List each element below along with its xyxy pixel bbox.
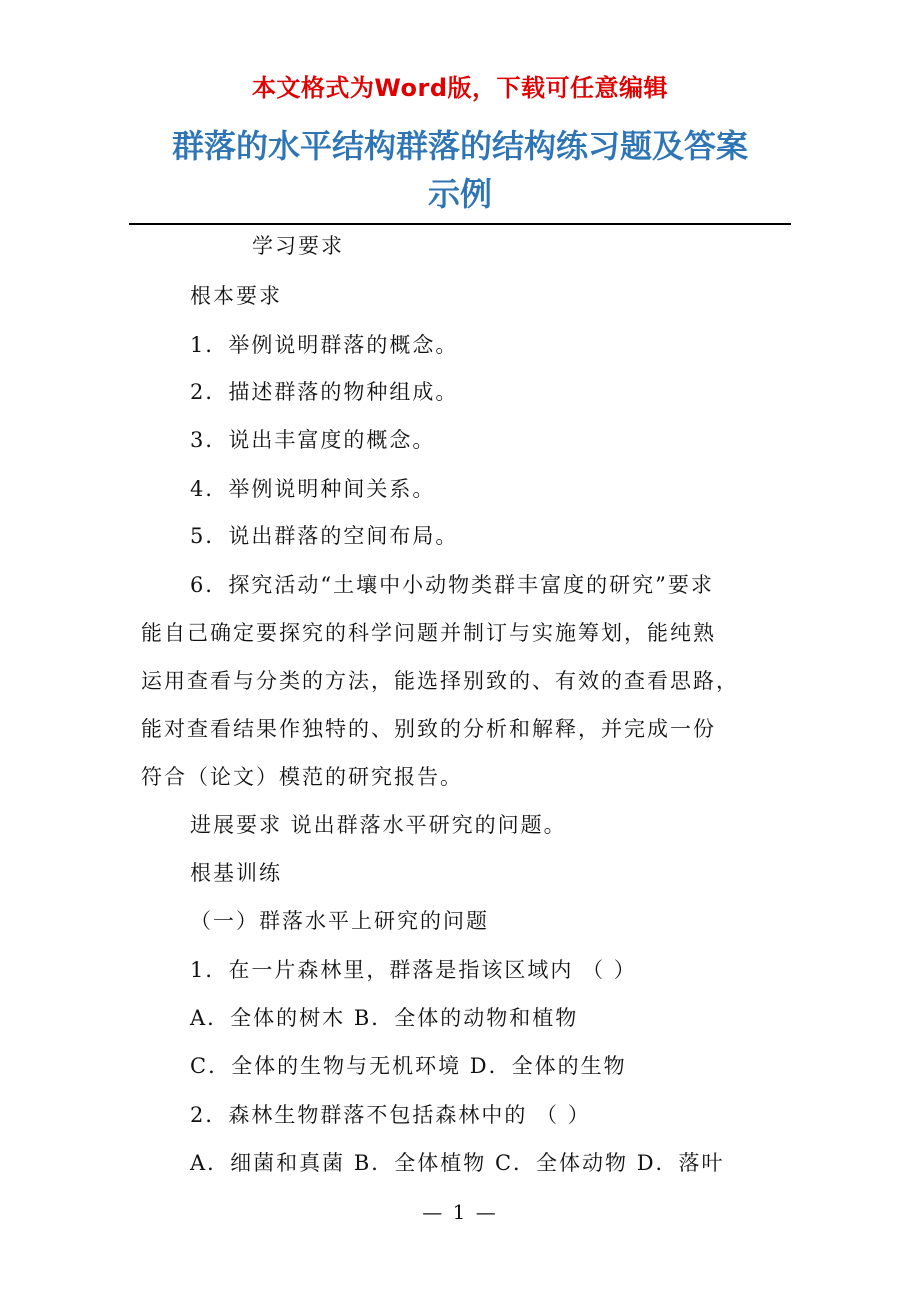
requirement-item-1: 1．举例说明群落的概念。 bbox=[190, 333, 459, 357]
subsection-heading: （一）群落水平上研究的问题 bbox=[190, 909, 489, 933]
requirement-item-2: 2．描述群落的物种组成。 bbox=[190, 380, 459, 404]
paragraph-line: 能对查看结果作独特的、别致的分析和解释，并完成一份 bbox=[141, 717, 716, 741]
section-heading-basic-training: 根基训练 bbox=[190, 861, 282, 885]
paragraph-line: 符合（论文）模范的研究报告。 bbox=[141, 765, 463, 789]
title-line-1: 群落的水平结构群落的结构练习题及答案 bbox=[171, 127, 748, 165]
advanced-requirement: 进展要求 说出群落水平研究的问题。 bbox=[190, 813, 567, 837]
page-number: — 1 — bbox=[422, 1200, 498, 1224]
paragraph-line: 能自己确定要探究的科学问题并制订与实施筹划，能纯熟 bbox=[141, 621, 716, 645]
paragraph-line: 运用查看与分类的方法，能选择别致的、有效的查看思路， bbox=[141, 669, 739, 693]
question-1-options-ab: A．全体的树木 B．全体的动物和植物 bbox=[190, 1006, 579, 1030]
section-heading-basic-requirements: 根本要求 bbox=[190, 284, 282, 308]
question-2-options: A．细菌和真菌 B．全体植物 C．全体动物 D．落叶 bbox=[190, 1151, 725, 1175]
section-heading-study-requirements: 学习要求 bbox=[252, 234, 344, 258]
question-1-options-cd: C．全体的生物与无机环境 D．全体的生物 bbox=[190, 1054, 627, 1078]
requirement-item-5: 5．说出群落的空间布局。 bbox=[190, 524, 459, 548]
title-line-2: 示例 bbox=[427, 175, 492, 213]
document-title bbox=[120, 122, 800, 218]
requirement-item-3: 3．说出丰富度的概念。 bbox=[190, 428, 436, 452]
download-banner: 本文格式为Word版，下载可任意编辑 bbox=[251, 74, 669, 102]
requirement-item-4: 4．举例说明种间关系。 bbox=[190, 477, 436, 501]
title-divider bbox=[129, 223, 791, 225]
question-1: 1．在一片森林里，群落是指该区域内 （ ） bbox=[190, 958, 637, 982]
requirement-item-6: 6．探究活动“土壤中小动物类群丰富度的研究”要求 bbox=[190, 573, 714, 597]
question-2: 2．森林生物群落不包括森林中的 （ ） bbox=[190, 1103, 591, 1127]
